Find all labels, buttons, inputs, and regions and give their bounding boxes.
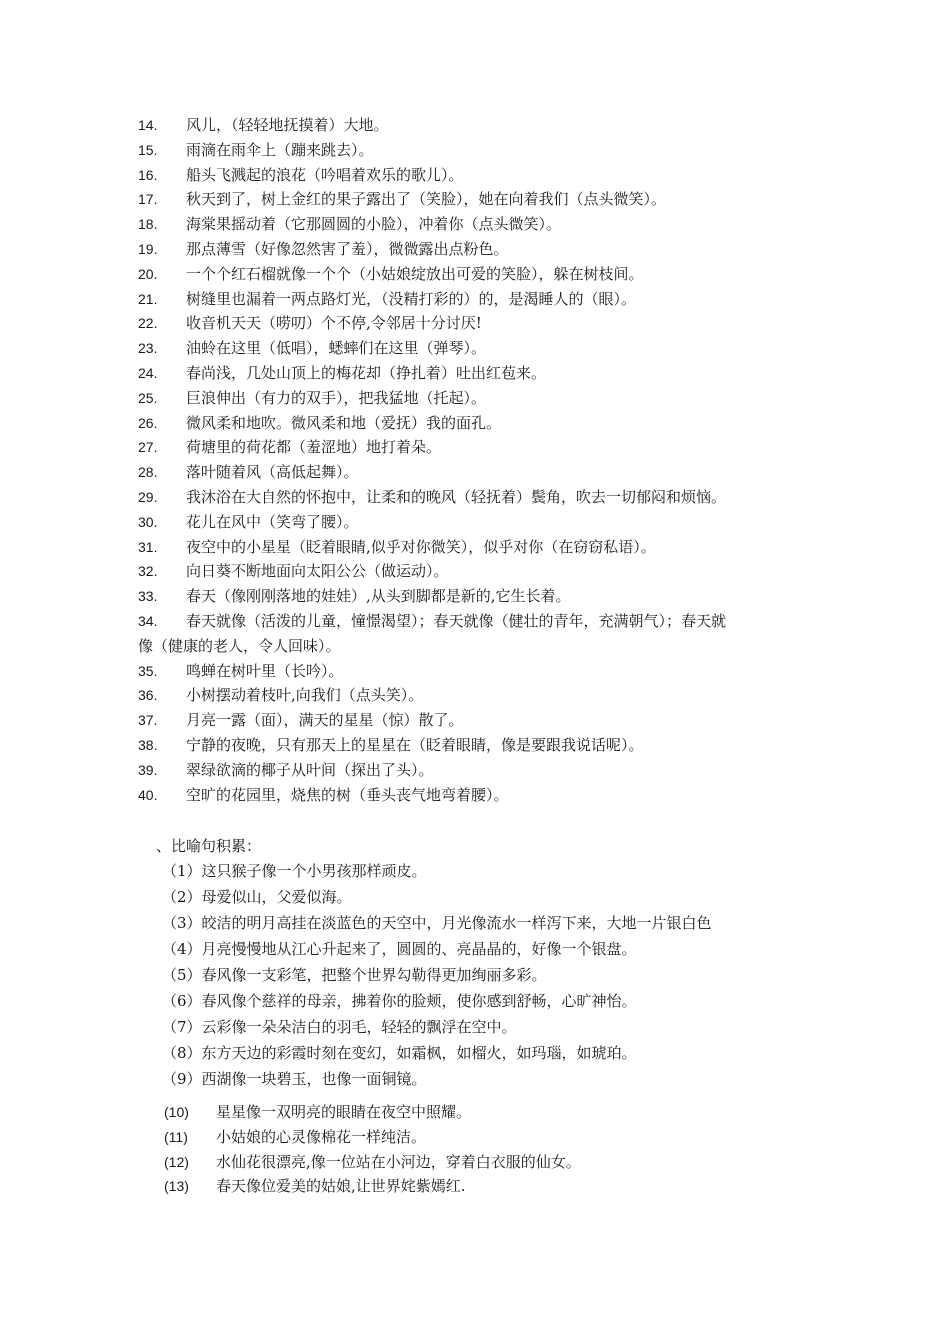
list-item-number: 25.: [138, 389, 158, 406]
metaphor-item-text: 星星像一双明亮的眼睛在夜空中照耀。: [216, 1103, 472, 1121]
list-item: [138, 460, 828, 485]
list-item-text: 那点薄雪（好像忽然害了羞），微微露出点粉色。: [186, 239, 509, 258]
metaphor-item: （4）月亮慢慢地从江心升起来了，圆圆的、亮晶晶的，好像一个银盘。: [162, 940, 637, 958]
personification-list: [138, 113, 828, 807]
list-item: [138, 783, 828, 808]
list-item: [138, 435, 828, 460]
list-item: [138, 287, 828, 312]
metaphor-item-text: 春天像位爱美的姑娘,让世界姹紫嫣红.: [216, 1177, 466, 1196]
list-item-text: 花儿在风中（笑弯了腰）。: [186, 512, 359, 531]
metaphor-item-number: (10): [164, 1104, 189, 1120]
list-item-number: 30.: [138, 513, 158, 530]
list-item: [138, 683, 828, 708]
list-item-text: 风儿，（轻轻地抚摸着）大地。: [186, 116, 389, 134]
list-item-text: 向日葵不断地面向太阳公公（做运动）。: [186, 562, 449, 581]
list-item-text: 海棠果摇动着（它那圆圆的小脸），冲着你（点头微笑）。: [186, 215, 562, 234]
list-item-text: 月亮一露（面），满天的星星（惊）散了。: [186, 711, 464, 730]
metaphor-item: （7）云彩像一朵朵洁白的羽毛，轻轻的飘浮在空中。: [162, 1018, 517, 1036]
list-item: [138, 559, 828, 584]
list-item-text: 雨滴在雨伞上（蹦来跳去）。: [186, 140, 374, 159]
list-item-text: 宁静的夜晚，只有那天上的星星在（眨着眼睛，像是要跟我说话呢）。: [186, 735, 644, 754]
list-item-text: 巨浪伸出（有力的双手），把我猛地（托起）。: [186, 388, 487, 407]
list-item: [138, 311, 828, 336]
metaphor-item-number: (13): [164, 1178, 189, 1195]
metaphor-section-title: 、比喻句积累：: [156, 837, 262, 855]
metaphor-item: （3）皎洁的明月高挂在淡蓝色的天空中，月光像流水一样泻下来，大地一片银白色: [162, 914, 712, 932]
list-item: [138, 212, 828, 237]
list-item-text: 落叶随着风（高低起舞）。: [186, 463, 359, 482]
list-item-number: 40.: [138, 786, 158, 803]
list-item: [138, 733, 828, 758]
metaphor-item-text: 水仙花很漂亮,像一位站在小河边，穿着白衣服的仙女。: [216, 1152, 581, 1171]
list-item-number: 34.: [138, 612, 158, 629]
list-item-text: 翠绿欲滴的椰子从叶间（探出了头）。: [186, 760, 434, 779]
list-item-text: 夜空中的小星星（眨着眼睛,似乎对你微笑），似乎对你（在窃窃私语）。: [186, 537, 656, 556]
list-item-number: 33.: [138, 588, 158, 605]
list-item-text: 春尚浅，几处山顶上的梅花却（挣扎着）吐出红苞来。: [186, 363, 547, 382]
list-item-number: 21.: [138, 290, 158, 307]
list-item-text: 我沐浴在大自然的怀抱中，让柔和的晚风（轻抚着）鬓角，吹去一切郁闷和烦恼。: [186, 487, 727, 506]
list-item-text: 油蛉在这里（低唱），蟋蟀们在这里（弹琴）。: [186, 339, 487, 358]
metaphor-list: [162, 858, 842, 1092]
list-item: [138, 138, 828, 163]
list-item-number: 15.: [138, 141, 158, 158]
list-item-number: 28.: [138, 464, 158, 481]
list-item-text: 春天（像刚刚落地的娃娃）,从头到脚都是新的,它生长着。: [186, 587, 571, 606]
list-item-number: 39.: [138, 761, 158, 778]
metaphor-item-number: (12): [164, 1153, 189, 1170]
list-item-number: 32.: [138, 563, 158, 580]
list-item-number: 18.: [138, 216, 158, 233]
list-item-text: 船头飞溅起的浪花（吟唱着欢乐的歌儿）。: [186, 165, 464, 184]
metaphor-item: （2）母爱似山，父爱似海。: [162, 888, 352, 906]
metaphor-item: （8）东方天边的彩霞时刻在变幻，如霜枫，如榴火，如玛瑙，如琥珀。: [162, 1044, 637, 1062]
list-item-number: 36.: [138, 687, 158, 704]
metaphor-numbered-list: [164, 1100, 844, 1199]
list-item-number: 19.: [138, 240, 158, 257]
list-item-number: 29.: [138, 488, 158, 505]
list-item-number: 16.: [138, 166, 158, 183]
list-item: [138, 485, 828, 510]
list-item: [138, 659, 828, 684]
list-item-text: 一个个红石榴就像一个个（小姑娘绽放出可爱的笑脸），躲在树枝间。: [186, 264, 644, 283]
metaphor-numbered-item: [164, 1174, 844, 1199]
list-item: [138, 609, 828, 634]
list-item: [138, 262, 828, 287]
list-item-number: 23.: [138, 340, 158, 357]
list-item: [138, 510, 828, 535]
list-item-text: 空旷的花园里，烧焦的树（垂头丧气地弯着腰）。: [186, 785, 509, 804]
list-item-number: 35.: [138, 662, 158, 679]
metaphor-item: （6）春风像个慈祥的母亲，拂着你的脸颊，使你感到舒畅，心旷神怡。: [162, 992, 637, 1010]
list-item: [138, 361, 828, 386]
list-item-text: 秋天到了，树上金红的果子露出了（笑脸），她在向着我们（点头微笑）。: [186, 190, 667, 209]
list-item-number: 22.: [138, 315, 158, 332]
list-item-number: 20.: [138, 265, 158, 282]
metaphor-item-text: 小姑娘的心灵像棉花一样纯洁。: [216, 1127, 427, 1146]
metaphor-numbered-item: [164, 1125, 844, 1150]
list-item: [138, 187, 828, 212]
list-item-number: 17.: [138, 191, 158, 208]
list-item-text: 鸣蝉在树叶里（长吟）。: [186, 661, 344, 680]
list-item: [138, 336, 828, 361]
list-item: [138, 708, 828, 733]
list-item: [138, 386, 828, 411]
list-item: [138, 163, 828, 188]
list-item-number: 24.: [138, 364, 158, 381]
list-item: [138, 758, 828, 783]
list-item: [138, 584, 828, 609]
metaphor-numbered-item: [164, 1100, 844, 1125]
list-item-continuation: 像（健康的老人，令人回味）。: [138, 636, 341, 655]
list-item: [138, 535, 828, 560]
list-item-text: 树缝里也漏着一两点路灯光，（没精打彩的）的，是渴睡人的（眼）。: [186, 289, 637, 308]
metaphor-item: （5）春风像一支彩笔，把整个世界勾勒得更加绚丽多彩。: [162, 966, 547, 984]
list-item-text: 微风柔和地吹。微风柔和地（爱抚）我的面孔。: [186, 413, 502, 432]
list-item: [138, 113, 828, 138]
list-item: [138, 411, 828, 436]
list-item-number: 38.: [138, 736, 158, 753]
list-item-text: 荷塘里的荷花都（羞涩地）地打着朵。: [186, 438, 442, 457]
list-item-number: 26.: [138, 414, 158, 431]
list-item: [138, 237, 828, 262]
list-item-text: 收音机天天（唠叨）个不停,令邻居十分讨厌!: [186, 314, 482, 333]
list-item-number: 27.: [138, 439, 158, 456]
metaphor-item-number: (11): [164, 1128, 188, 1145]
metaphor-numbered-item: [164, 1150, 844, 1175]
list-item-text: 春天就像（活泼的儿童，憧憬渴望）；春天就像（健壮的青年，充满朝气）；春天就: [186, 611, 727, 630]
metaphor-item: （1）这只猴子像一个小男孩那样顽皮。: [162, 862, 427, 880]
list-item-text: 小树摆动着枝叶,向我们（点头笑）。: [186, 686, 424, 705]
list-item-number: 14.: [138, 117, 158, 133]
list-item-number: 31.: [138, 538, 158, 555]
metaphor-item: （9）西湖像一块碧玉，也像一面铜镜。: [162, 1070, 427, 1088]
list-item-number: 37.: [138, 712, 158, 729]
